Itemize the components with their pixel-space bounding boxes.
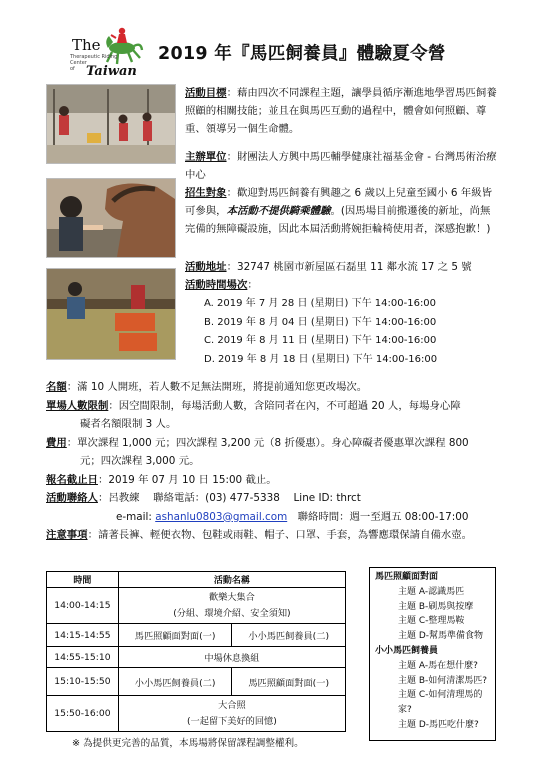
table-row: 14:00-14:15 歡樂大集合 (分組、環境介紹、安全須知) xyxy=(47,588,346,624)
header-activity: 活動名稱 xyxy=(118,572,345,588)
session-date: A. 2019 年 7 月 28 日 (星期日) 下午 14:00-16:00 xyxy=(204,298,437,309)
contact-line: 活動聯絡人：呂教練 聯絡電話：(03) 477-5338 Line ID: thrct xyxy=(46,492,361,504)
goal-paragraph xyxy=(185,84,497,138)
organizer-label: 主辦單位 xyxy=(185,151,227,163)
logo-subtitle: Therapeutic Riding Center of xyxy=(70,54,118,72)
deadline-line: 報名截止日：2019 年 07 月 10 日 15:00 截止。 xyxy=(46,473,277,486)
topic-group-heading: 小小馬匹飼養員 xyxy=(375,645,439,656)
address-text: ：32747 桃園市新屋區石磊里 11 鄰水流 17 之 5 號 xyxy=(226,261,472,273)
topic-group-heading: 馬匹照顧面對面 xyxy=(375,572,439,582)
session-date: D. 2019 年 8 月 18 日 (星期日) 下午 14:00-16:00 xyxy=(204,353,438,365)
topic-item: 主題 C-如何清理馬的家? xyxy=(398,690,483,716)
table-row: 15:10-15:50 小小馬匹飼養員(二) 馬匹照顧面對面(一) xyxy=(47,668,346,696)
organizer-paragraph xyxy=(185,148,497,184)
goal-label: 活動目標 xyxy=(185,87,227,99)
photo-feeding xyxy=(46,178,176,258)
fee-line: 費用：單次課程 1,000 元；四次課程 3,200 元（8 折優惠）。身心障礙者優惠單次課程 800 xyxy=(46,436,469,449)
times-heading: 活動時間場次： xyxy=(185,279,258,291)
address-label: 活動地址 xyxy=(185,261,227,273)
limit-line: 單場人數限制：因空間限制，每場活動人數，含陪同者在內，不可超過 20 人，每場身心障 xyxy=(46,399,461,412)
schedule-table xyxy=(46,571,346,732)
logo-taiwan: Taiwan xyxy=(86,64,137,79)
session-date: B. 2019 年 8 月 04 日 (星期日) 下午 14:00-16:00 xyxy=(204,316,437,328)
recruit-paragraph xyxy=(185,184,497,238)
address-paragraph xyxy=(185,258,497,276)
logo-the: The xyxy=(72,36,101,54)
header-time: 時間 xyxy=(47,572,119,588)
limit-line-2: 礙者名額限制 3 人。 xyxy=(80,418,177,430)
topic-item: 主題 D-馬匹吃什麼? xyxy=(398,719,479,730)
topic-item: 主題 D-幫馬準備食物 xyxy=(398,631,484,642)
photo-grooming xyxy=(46,84,176,164)
topic-item: 主題 B-刷馬與按摩 xyxy=(398,601,474,612)
topics-box xyxy=(369,567,496,741)
topic-item: 主題 C-整理馬鞍 xyxy=(398,616,465,627)
table-header-row xyxy=(47,572,346,588)
organizer-text: ：財團法人方興中馬匹輔學健康社福基金會 - 台灣馬術治療中心 xyxy=(185,151,497,181)
topic-item: 主題 B-如何清潔馬匹? xyxy=(398,675,488,686)
info-block xyxy=(46,378,506,545)
table-row: 14:15-14:55 馬匹照顧面對面(一) 小小馬匹飼養員(二) xyxy=(47,624,346,647)
photo-hay xyxy=(46,268,176,360)
riding-center-logo xyxy=(70,24,152,86)
fee-line-2: 元；四次課程 3,000 元。 xyxy=(80,455,200,467)
email-link[interactable]: ashanlu0803@gmail.com xyxy=(155,510,288,523)
recruit-label: 招生對象 xyxy=(185,187,227,199)
table-row: 14:55-15:10 中場休息換組 xyxy=(47,647,346,668)
email-line: e-mail: ashanlu0803@gmail.com 聯絡時間：週一至週五 08:00-17:00 xyxy=(116,510,469,523)
goal-text: ：藉由四次不同課程主題，讓學員循序漸進地學習馬匹飼養照顧的相關技能；並且在與馬匹互動的過程中，體會如何照顧、尊重、領導另一個生命體。 xyxy=(185,87,497,135)
footer-note: ※ 為提供更完善的品質，本馬場將保留課程調整權利。 xyxy=(72,738,304,749)
session-date: C. 2019 年 8 月 11 日 (星期日) 下午 14:00-16:00 xyxy=(204,335,437,346)
session-dates xyxy=(204,295,437,369)
topic-item: 主題 A-認識馬匹 xyxy=(398,586,465,597)
table-row: 15:50-16:00 大合照 (一起留下美好的回憶) xyxy=(47,696,346,732)
recruit-text: ：歡迎對馬匹飼養有興趣之 6 歲以上兒童至國小 6 年級皆可參與， xyxy=(185,187,492,217)
page-title: 2019 年『馬匹飼養員』體驗夏令營 xyxy=(158,44,446,64)
recruit-text-2: 。(因馬場目前搬遷後的新址，尚無完備的無障礙設施，因此本屆活動將婉拒輪椅使用者，深感抱歉！) xyxy=(185,205,491,235)
topic-item: 主題 A-馬在想什麼? xyxy=(398,660,478,671)
times-label: 活動時間場次 xyxy=(185,279,248,291)
notice-line: 注意事項：請著長褲、輕便衣物、包鞋或雨鞋、帽子、口罩、手套，為響應環保請自備水壺。 xyxy=(46,529,473,541)
no-riding-emphasis: 本活動不提供騎乘體驗 xyxy=(226,205,331,217)
quota-line: 名額：滿 10 人開班，若人數不足無法開班，將提前通知您更改場次。 xyxy=(46,381,368,393)
